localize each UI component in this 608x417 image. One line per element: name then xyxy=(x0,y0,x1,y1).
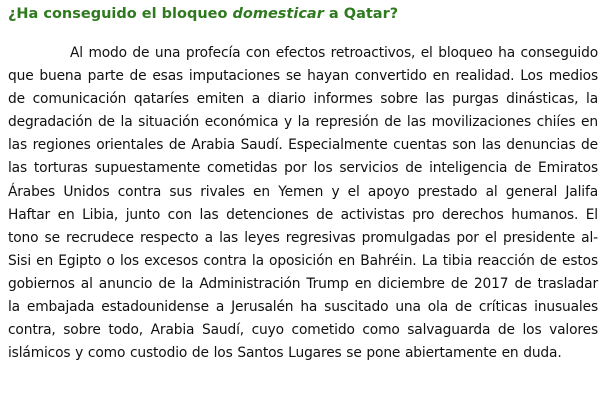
heading-prefix: ¿Ha conseguido el bloqueo xyxy=(8,6,233,22)
body-paragraph: Al modo de una profecía con efectos retroactivos, el bloqueo ha conseguido que buena parte de esas imputaciones se hayan convertido en realidad. Los medios de comunicación qataríes emiten a diario informes sobre las purgas dinásticas, la degradación de la situación económica y la represión de las movilizaciones chiíes en las regiones orientales de Arabia Saudí. Especialmente cuentas son las denuncias de las torturas supuestamente cometidas por los servicios de inteligencia de Emiratos Árabes Unidos contra sus rivales en Yemen y el apoyo prestado al general Jalifa Haftar en Libia, junto con las detenciones de activistas pro derechos humanos. El tono se recrudece respecto a las leyes regresivas promulgadas por el presidente al-Sisi en Egipto o los excesos contra la oposición en Bahréin. La tibia reacción de estos gobiernos al anuncio de la Administración Trump en diciembre de 2017 de trasladar la embajada estadounidense a Jerusalén ha suscitado una ola de críticas inusuales contra, sobre todo, Arabia Saudí, cuyo cometido como salvaguarda de los valores islámicos y como custodio de los Santos Lugares se pone abiertamente en duda. xyxy=(8,45,598,362)
heading-emphasis: domesticar xyxy=(232,6,324,22)
heading-suffix: a Qatar? xyxy=(323,6,399,22)
section-heading xyxy=(8,4,398,24)
